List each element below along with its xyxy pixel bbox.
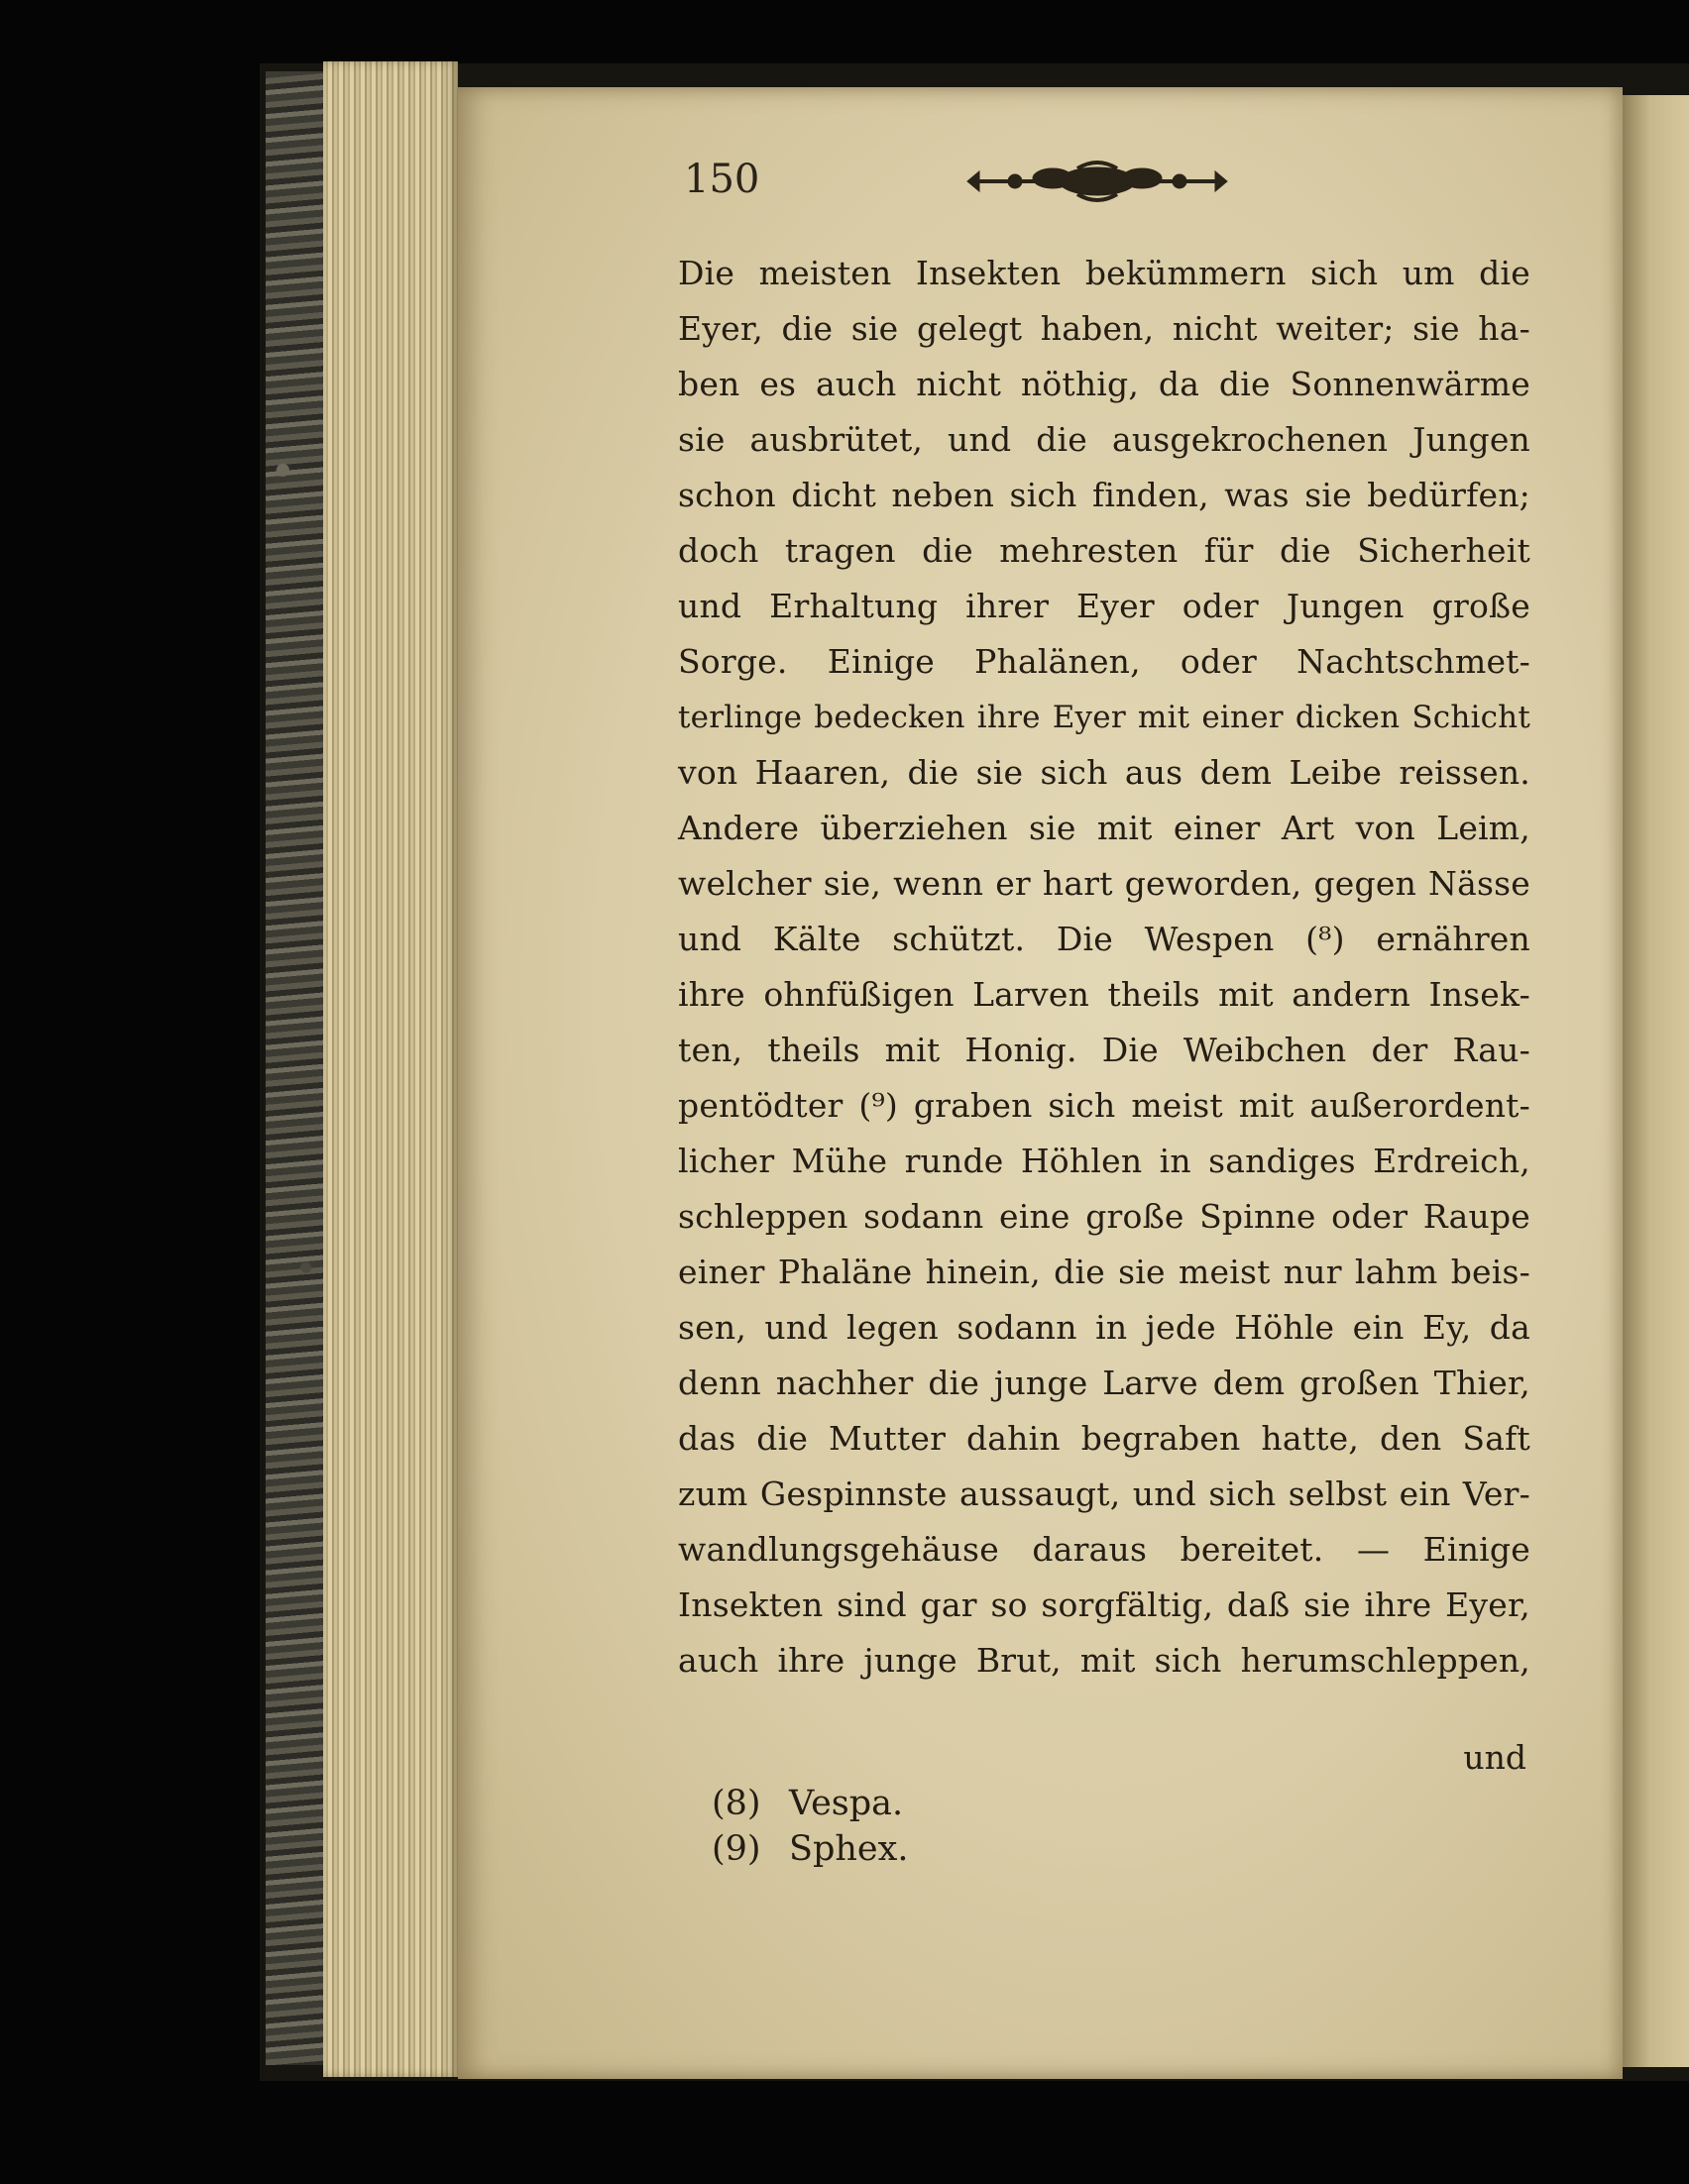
text-line: sen, und legen sodann in jede Höhle ein Ey, da — [678, 1308, 1530, 1347]
text-line: Sorge. Einige Phalänen, oder Nachtschmet- — [678, 642, 1530, 681]
text-line: zum Gespinnste aussaugt, und sich selbst ein Ver- — [678, 1474, 1530, 1513]
text-line: welcher sie, wenn er hart geworden, gegen Nässe — [678, 864, 1530, 903]
text-line: auch ihre junge Brut, mit sich herumschleppen, — [678, 1641, 1530, 1680]
text-line: von Haaren, die sie sich aus dem Leibe reissen. — [678, 753, 1530, 792]
text-line: und Erhaltung ihrer Eyer oder Jungen große — [678, 587, 1530, 625]
footnote-text: Sphex. — [789, 1829, 909, 1869]
footnote — [712, 1829, 909, 1869]
footnote-mark: (9) — [712, 1829, 761, 1869]
facing-page-edge — [1623, 95, 1689, 2067]
text-line: pentödter (⁹) graben sich meist mit außerordent- — [678, 1086, 1530, 1125]
text-line: doch tragen die mehresten für die Sicherheit — [678, 531, 1530, 570]
text-line: terlinge bedecken ihre Eyer mit einer dicken Schicht — [678, 700, 1530, 735]
text-line: Die meisten Insekten bekümmern sich um die — [678, 254, 1530, 292]
catchword: und — [1463, 1738, 1526, 1777]
text-line: Insekten sind gar so sorgfältig, daß sie ihre Eyer, — [678, 1585, 1530, 1624]
footnote — [712, 1784, 903, 1823]
text-line: Andere überziehen sie mit einer Art von Leim, — [678, 809, 1530, 847]
page-stack-edges — [323, 61, 458, 2077]
text-line: schleppen sodann eine große Spinne oder Raupe — [678, 1197, 1530, 1236]
footnote-mark: (8) — [712, 1784, 761, 1823]
text-line: und Kälte schützt. Die Wespen (⁸) ernähren — [678, 920, 1530, 958]
text-line: schon dicht neben sich finden, was sie bedürfen; — [678, 476, 1530, 514]
text-line: licher Mühe runde Höhlen in sandiges Erdreich, — [678, 1142, 1530, 1180]
text-line: ben es auch nicht nöthig, da die Sonnenwärme — [678, 365, 1530, 403]
marbled-cover-edge — [266, 71, 326, 2065]
text-line: sie ausbrütet, und die ausgekrochenen Jungen — [678, 420, 1530, 459]
text-line: ten, theils mit Honig. Die Weibchen der Rau- — [678, 1031, 1530, 1069]
text-line: ihre ohnfüßigen Larven theils mit andern Insek- — [678, 975, 1530, 1014]
text-line: denn nachher die junge Larve dem großen Thier, — [678, 1364, 1530, 1402]
footnote-text: Vespa. — [789, 1784, 904, 1823]
text-line: wandlungsgehäuse daraus bereitet. — Einige — [678, 1530, 1530, 1569]
page-number: 150 — [684, 157, 760, 202]
printer-ornament-icon — [963, 157, 1231, 206]
text-line: einer Phaläne hinein, die sie meist nur lahm beis- — [678, 1253, 1530, 1291]
text-line: Eyer, die sie gelegt haben, nicht weiter; sie ha- — [678, 309, 1530, 348]
text-line: das die Mutter dahin begraben hatte, den Saft — [678, 1419, 1530, 1458]
